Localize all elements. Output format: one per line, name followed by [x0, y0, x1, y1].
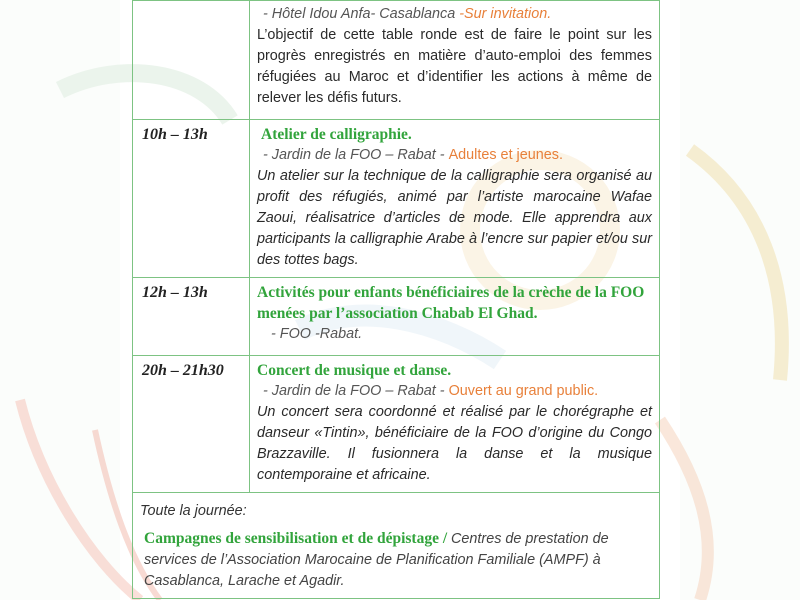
event-cell — [250, 120, 660, 278]
event-cell — [250, 278, 660, 356]
event-audience: Ouvert au grand public. — [448, 383, 599, 399]
time-cell: 20h – 21h30 — [133, 356, 250, 493]
event-description: L’objectif de cette table ronde est de faire le point sur les progrès enregistrés en matière d’auto-emploi des femmes réfugiées au Maroc et d’identifier les actions à même de relever les défis futurs. — [257, 27, 652, 106]
time-cell: 10h – 13h — [133, 120, 250, 278]
table-row — [133, 278, 660, 356]
event-audience: Adultes et jeunes. — [448, 147, 563, 163]
campaign-text: Centres de prestation de services de l’Association Marocaine de Planification Familiale (AMPF) à Casablanca, Larache et Agadir. — [144, 531, 609, 589]
table-row — [133, 356, 660, 493]
table-row — [133, 493, 660, 599]
event-title: Atelier de calligraphie. — [261, 126, 412, 143]
event-location: - Jardin de la FOO – Rabat - — [263, 147, 449, 163]
campaign-title: Campagnes de sensibilisation et de dépistage / — [144, 530, 452, 547]
event-schedule-table — [132, 0, 660, 599]
event-location: - FOO -Rabat. — [271, 326, 363, 342]
table-row — [133, 120, 660, 278]
event-location: - Jardin de la FOO – Rabat - — [263, 383, 449, 399]
event-cell — [250, 356, 660, 493]
all-day-label: Toute la journée: — [140, 503, 247, 519]
event-description: Un concert sera coordonné et réalisé par le chorégraphe et danseur «Tintin», bénéficiaire de la FOO d’origine du Congo Brazzaville. Il fusionnera la danse et la musique contemporaine et africaine. — [257, 404, 652, 483]
event-audience: -Sur invitation. — [459, 6, 552, 22]
time-cell: 12h – 13h — [133, 278, 250, 356]
event-title: Activités pour enfants bénéficiaires de la crèche de la FOO menées par l’association Chabab El Ghad. — [257, 284, 645, 322]
event-cell — [250, 1, 660, 120]
event-description: Un atelier sur la technique de la calligraphie sera organisé au profit des réfugiés, animé par l’artiste marocaine Wafae Zaoui, réalisatrice d’articles de mode. Elle apprendra aux participants la calligraphie Arabe à l’encre sur papier et/ou sur des tottes bags. — [257, 168, 652, 268]
event-title: Concert de musique et danse. — [257, 362, 452, 379]
event-location: - Hôtel Idou Anfa- Casablanca — [263, 6, 460, 22]
all-day-cell — [133, 493, 660, 599]
table-row — [133, 1, 660, 120]
time-cell — [133, 1, 250, 120]
